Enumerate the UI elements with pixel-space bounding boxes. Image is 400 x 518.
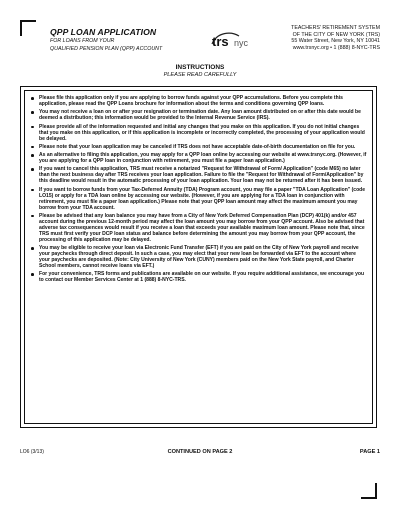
- form-subtitle-line1: FOR LOANS FROM YOUR: [50, 38, 115, 44]
- org-name: TEACHERS' RETIREMENT SYSTEM: [291, 25, 380, 31]
- instruction-item: If you want to cancel this application, TRS must receive a notarized "Request for Withdrawal of Form/ Application" (code M65) no later than the next business day after TRS receives your loan application. Failure to file the "Request for Withdrawal of Form/Application" by this deadline would result in the automatic processing of your loan application. Your loan may not be returned after it has been issued.: [39, 166, 368, 184]
- instructions-box-inner: [24, 90, 373, 424]
- crop-mark-top-left: [20, 20, 22, 36]
- form-header: [50, 27, 200, 53]
- trs-logo: [209, 30, 257, 50]
- crop-mark-top-left: [20, 20, 36, 22]
- form-title: QPP LOAN APPLICATION: [50, 27, 157, 37]
- form-code: LO6 (3/13): [20, 449, 44, 455]
- instruction-item: Please note that your loan application may be canceled if TRS does not have acceptable date-of-birth documentation on file for you.: [39, 144, 368, 150]
- instruction-item: Please file this application only if you are applying to borrow funds against your QPP accumulations. Before you complete this application, please read the QPP Loans brochure for information about the terms and conditions governing QPP loans.: [39, 95, 368, 107]
- crop-mark-bottom-right: [375, 483, 377, 499]
- instruction-item: For your convenience, TRS forms and publications are available on our website. If you require additional assistance, we encourage you to contact our Member Services Center at 1 (888) 8-NYC-TRS.: [39, 271, 368, 283]
- instruction-item: You may not receive a loan on or after your resignation or termination date. Any loan amount distributed on or after this date would be deemed a distribution; this information would be provided to the Internal Revenue Service (IRS).: [39, 109, 368, 121]
- instructions-box: [20, 86, 377, 428]
- instructions-header: [0, 64, 400, 78]
- org-address: 55 Water Street, New York, NY 10041: [291, 38, 380, 45]
- instruction-item: If you want to borrow funds from your Tax-Deferred Annuity (TDA) Program account, you may file a paper "TDA Loan Application" (code LO15) or apply for a TDA loan online by accessing our website. (However, if you are applying for a TDA loan in conjunction with retirement, you must file a paper loan application.) Please note that your QPP loan amount may affect the maximum amount you may borrow from your TDA account.: [39, 187, 368, 211]
- continued-notice: CONTINUED ON PAGE 2: [167, 449, 233, 455]
- logo-text: trs: [212, 34, 229, 49]
- logo-suffix: nyc: [234, 38, 249, 48]
- form-subtitle-line2: QUALIFIED PENSION PLAN (QPP) ACCOUNT: [50, 45, 163, 52]
- instruction-item: Please provide all of the information requested and initial any changes that you make on this application. If you do not initial changes that you make on this application, or if this application is incomplete or incorrectly completed, the processing of your application would be delayed.: [39, 124, 368, 142]
- page-number: PAGE 1: [359, 449, 380, 455]
- instructions-subheading: PLEASE READ CAREFULLY: [163, 72, 237, 78]
- instructions-heading: INSTRUCTIONS: [175, 64, 225, 71]
- org-city: OF THE CITY OF NEW YORK (TRS): [292, 31, 380, 38]
- org-contact: www.trsnyc.org • 1 (888) 8-NYC-TRS: [292, 44, 380, 51]
- instruction-list: [25, 91, 372, 283]
- org-info: [270, 25, 380, 51]
- instruction-item: As an alternative to filing this application, you may apply for a QPP loan online by accessing our website at www.trsnyc.org. (However, if you are applying for a QPP loan in conjunction with retirement, you must file a paper loan application.): [39, 152, 367, 164]
- instruction-item: You may be eligible to receive your loan via Electronic Fund Transfer (EFT) if you are paid on the City of New York payroll and receive your paychecks through direct deposit. In such a case, you may elect that your new loan be forwarded via EFT to the account where your paychecks are deposited. (Note: City University of New York (CUNY) members paid on the New York State payroll, and Charter School members, cannot receive loans via EFT.): [39, 245, 368, 269]
- instruction-item: Please be advised that any loan balance you may have from a City of New York Deferred Compensation Plan (DCP) 401(k) and/or 457 account during the previous 12-month period may affect the loan amount you may borrow from your QPP account. Also be advised that adverse tax consequences would result if you receive a loan that exceeds your available maximum loan amount. Please note that, since TRS must first verify your DCP loan status and balance before determining the amount you may borrow from your QPP account, the processing of this application may be delayed.: [39, 213, 368, 243]
